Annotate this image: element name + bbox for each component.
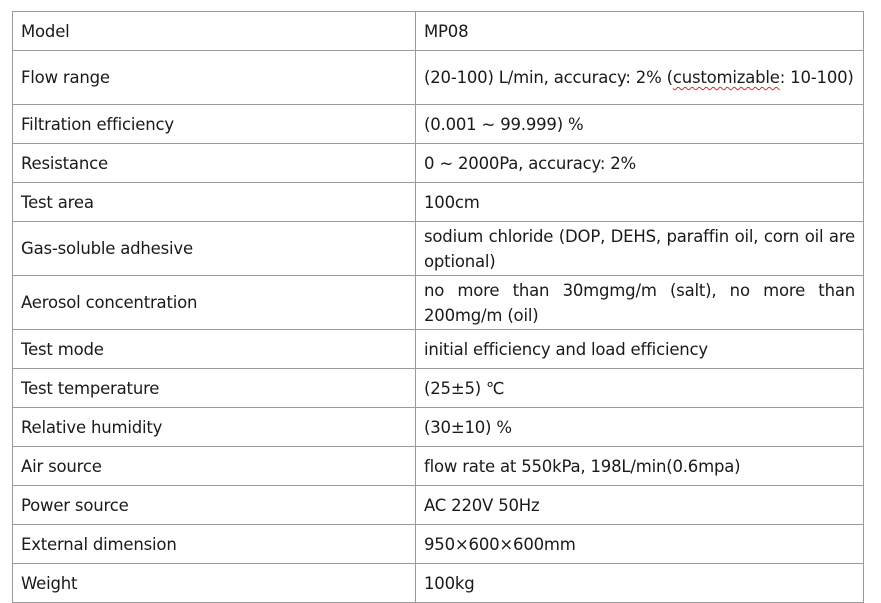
table-row (13, 408, 864, 447)
table-row (13, 276, 864, 330)
row-value-aerosol-concentration: no more than 30mgmg/m (salt), no more than 200mg/m (oil) (416, 276, 864, 330)
row-label-relative-humidity: Relative humidity (13, 408, 416, 447)
flow-range-spellcheck-word: customizable (672, 68, 780, 87)
row-value-air-source: flow rate at 550kPa, 198L/min(0.6mpa) (416, 447, 864, 486)
table-row (13, 525, 864, 564)
row-label-flow-range: Flow range (13, 51, 416, 105)
row-value-flow-range (416, 51, 864, 105)
table-row (13, 51, 864, 105)
flow-range-part-a: (20-100) L/min, accuracy: 2% ( (424, 68, 673, 87)
row-value-relative-humidity: (30±10) % (416, 408, 864, 447)
row-value-filtration-efficiency: (0.001 ~ 99.999) % (416, 105, 864, 144)
table-row (13, 369, 864, 408)
row-value-gas-soluble-adhesive: sodium chloride (DOP, DEHS, paraffin oil, corn oil are optional) (416, 222, 864, 276)
row-value-test-mode: initial efficiency and load efficiency (416, 330, 864, 369)
row-label-filtration-efficiency: Filtration efficiency (13, 105, 416, 144)
spec-table (12, 11, 864, 603)
row-value-test-area: 100cm (416, 183, 864, 222)
table-row (13, 486, 864, 525)
table-row (13, 222, 864, 276)
table-row (13, 105, 864, 144)
row-label-model: Model (13, 12, 416, 51)
row-value-test-temperature: (25±5) ℃ (416, 369, 864, 408)
row-value-resistance: 0 ~ 2000Pa, accuracy: 2% (416, 144, 864, 183)
row-label-gas-soluble-adhesive: Gas-soluble adhesive (13, 222, 416, 276)
row-value-power-source: AC 220V 50Hz (416, 486, 864, 525)
row-value-weight: 100kg (416, 564, 864, 603)
table-row (13, 12, 864, 51)
flow-range-part-c: : 10-100) (779, 68, 854, 87)
table-row (13, 144, 864, 183)
row-value-external-dimension: 950×600×600mm (416, 525, 864, 564)
row-label-power-source: Power source (13, 486, 416, 525)
table-row (13, 330, 864, 369)
table-row (13, 183, 864, 222)
row-label-weight: Weight (13, 564, 416, 603)
table-row (13, 447, 864, 486)
row-label-test-temperature: Test temperature (13, 369, 416, 408)
row-value-model: MP08 (416, 12, 864, 51)
row-label-test-mode: Test mode (13, 330, 416, 369)
table-row (13, 564, 864, 603)
row-label-test-area: Test area (13, 183, 416, 222)
row-label-air-source: Air source (13, 447, 416, 486)
row-label-external-dimension: External dimension (13, 525, 416, 564)
row-label-aerosol-concentration: Aerosol concentration (13, 276, 416, 330)
row-label-resistance: Resistance (13, 144, 416, 183)
